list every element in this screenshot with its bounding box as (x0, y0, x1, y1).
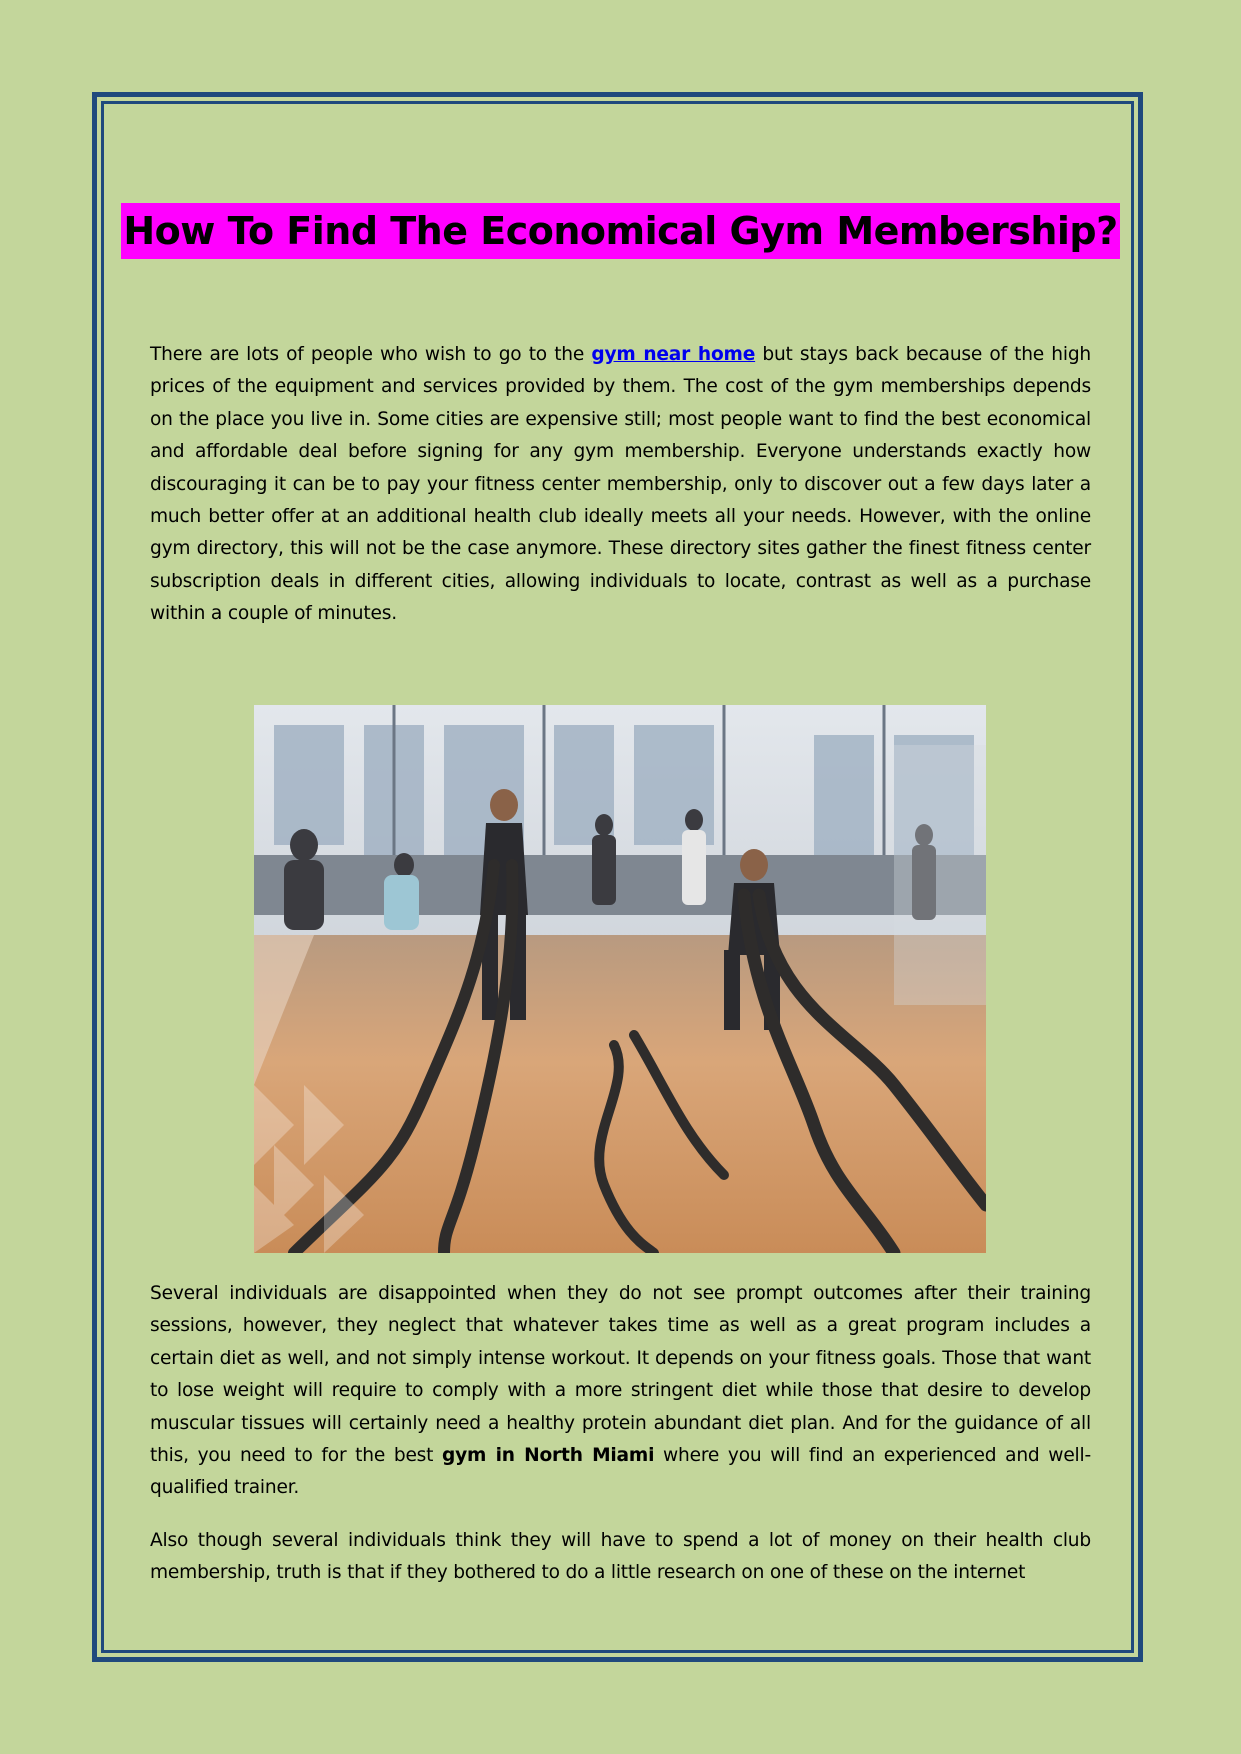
training-text-after-bold: where you will find an experienced and well-qualified trainer. (150, 1445, 1091, 1499)
page-title: How To Find The Economical Gym Membership? (121, 203, 1119, 259)
intro-paragraph (150, 339, 1091, 631)
intro-text-before-link: There are lots of people who wish to go to the (150, 344, 592, 365)
gym-near-home-link[interactable]: gym near home (591, 344, 756, 365)
training-paragraph (150, 1278, 1091, 1505)
title-container (0, 203, 1241, 259)
research-paragraph: Also though several individuals think they will have to spend a lot of money on their health club membership, truth is that if they bothered to do a little research on one of these on the internet (150, 1530, 1091, 1584)
training-text-before-bold: Several individuals are disappointed when they do not see prompt outcomes after their training sessions, however, they neglect that whatever takes time as well as a great program includes a certain diet as well, and not simply intense workout. It depends on your fitness goals. Those that want to lose weight will require to comply with a more stringent diet while those that desire to develop muscular tissues will certainly need a healthy protein abundant diet plan. And for the guidance of all this, you need to for the best (150, 1283, 1091, 1467)
gym-class-photo (254, 705, 986, 1253)
gym-north-miami-text: gym in North Miami (442, 1445, 655, 1467)
intro-text-after-link: but stays back because of the high prices of the equipment and services provided by them. The cost of the gym memberships depends on the place you live in. Some cities are expensive still; most people want to find the best economical and affordable deal before signing for any gym membership. Everyone understands exactly how discouraging it can be to pay your fitness center membership, only to discover out a few days later a much better offer at an additional health club ideally meets all your needs. However, with the online gym directory, this will not be the case anymore. These directory sites gather the finest fitness center subscription deals in different cities, allowing individuals to locate, contrast as well as a purchase within a couple of minutes. (150, 344, 1092, 625)
